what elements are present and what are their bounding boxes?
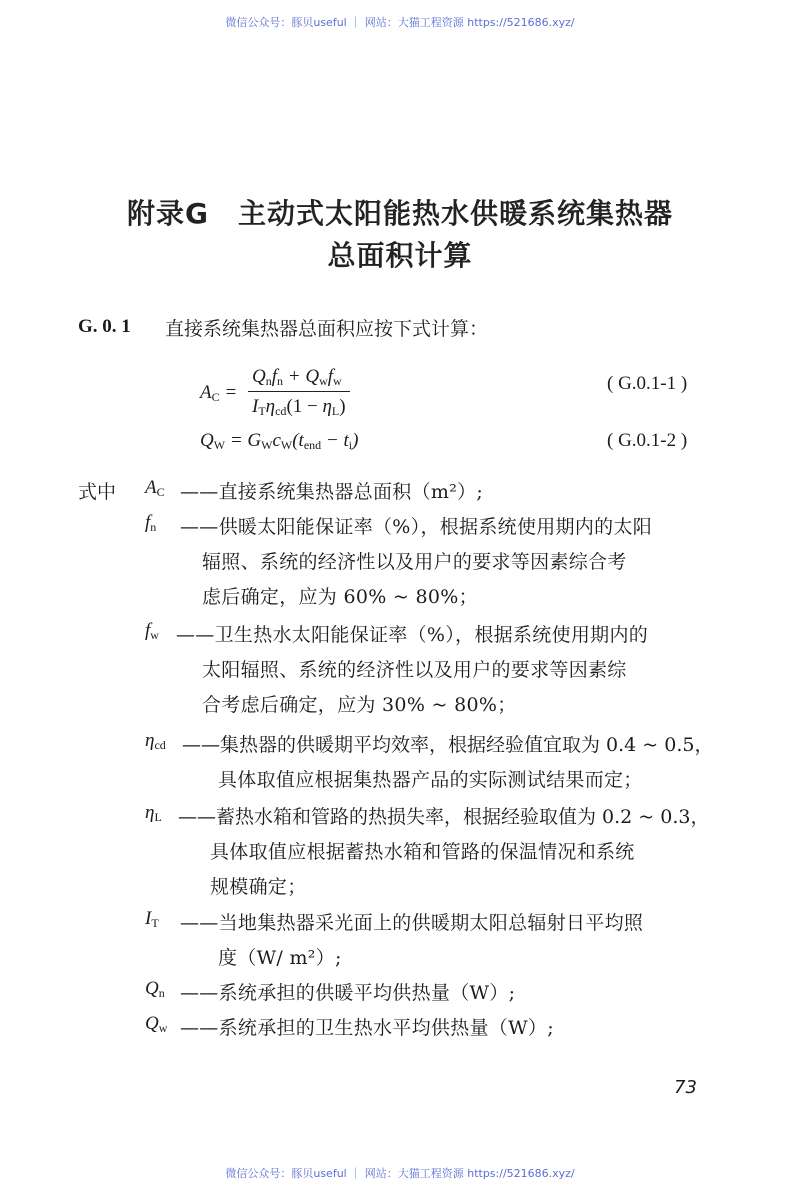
def-qw-line1: ——系统承担的卫生热水平均供热量（W）; (180, 1017, 554, 1039)
equation-1-denominator: $I_T\eta_{cd}(1 - \eta_L)$ (252, 396, 346, 418)
clause-number: G. 0. 1 (78, 316, 131, 337)
def-eta-cd-line2: 具体取值应根据集热器产品的实际测试结果而定； (218, 769, 643, 791)
equation-2: $Q_W = G_Wc_W(t_{end} - t_i)$ (200, 430, 359, 452)
watermark-top: 微信公众号：豚贝useful ｜ 网站：大猫工程资源 https://521686.xyz/ (225, 16, 575, 29)
symbol-qw: $Q_w$ (145, 1013, 168, 1035)
def-it-line1: ——当地集热器采光面上的供暖期太阳总辐射日平均照 (180, 912, 644, 934)
symbol-qn: $Q_n$ (145, 978, 165, 1000)
def-it-line2: 度（W/ m²）; (218, 947, 342, 969)
clause-text: 直接系统集热器总面积应按下式计算： (165, 318, 489, 340)
def-fn-line1: ——供暖太阳能保证率（%），根据系统使用期内的太阳 (180, 516, 653, 538)
appendix-title-line1: 附录G 主动式太阳能热水供暖系统集热器 (127, 197, 673, 230)
symbol-fn: $f_n$ (145, 512, 157, 534)
equation-1-fraction (248, 366, 350, 419)
def-fw-line1: ——卫生热水太阳能保证率（%），根据系统使用期内的 (176, 624, 649, 646)
equation-2-number: ( G.0.1-2 ) (607, 430, 688, 451)
appendix-title-line2: 总面积计算 (327, 239, 473, 272)
def-ac-line1: ——直接系统集热器总面积（m²）; (180, 481, 484, 503)
equation-1-number: ( G.0.1-1 ) (607, 373, 688, 394)
def-qn-line1: ——系统承担的供暖平均供热量（W）; (180, 982, 516, 1004)
def-eta-l-line1: ——蓄热水箱和管路的热损失率，根据经验取值为 0.2 ~ 0.3， (178, 806, 710, 828)
symbol-it: $I_T$ (145, 908, 159, 930)
def-fn-line2: 辐照、系统的经济性以及用户的要求等因素综合考 (202, 551, 627, 573)
def-eta-cd-line1: ——集热器的供暖期平均效率，根据经验值宜取为 0.4 ~ 0.5， (182, 734, 714, 756)
page-number: 73 (674, 1077, 697, 1098)
def-fw-line2: 太阳辐照、系统的经济性以及用户的要求等因素综 (202, 659, 627, 681)
symbol-eta-cd: $\eta_{cd}$ (145, 730, 166, 752)
symbol-eta-l: $\eta_L$ (145, 802, 162, 824)
def-eta-l-line2: 具体取值应根据蓄热水箱和管路的保温情况和系统 (210, 841, 635, 863)
def-eta-l-line3: 规模确定； (210, 876, 307, 898)
def-fn-line3: 虑后确定，应为 60% ~ 80%； (202, 586, 478, 608)
watermark-bottom: 微信公众号：豚贝useful ｜ 网站：大猫工程资源 https://521686.xyz/ (225, 1167, 575, 1180)
symbol-fw: $f_w$ (145, 620, 159, 642)
symbol-ac: $A_C$ (145, 477, 165, 499)
equation-1-numerator: $Q_nf_n + Q_wf_w$ (248, 366, 350, 392)
where-label: 式中 (78, 481, 117, 503)
def-fw-line3: 合考虑后确定，应为 30% ~ 80%； (202, 694, 517, 716)
equation-1-lhs: $A_C$ = (200, 382, 238, 404)
